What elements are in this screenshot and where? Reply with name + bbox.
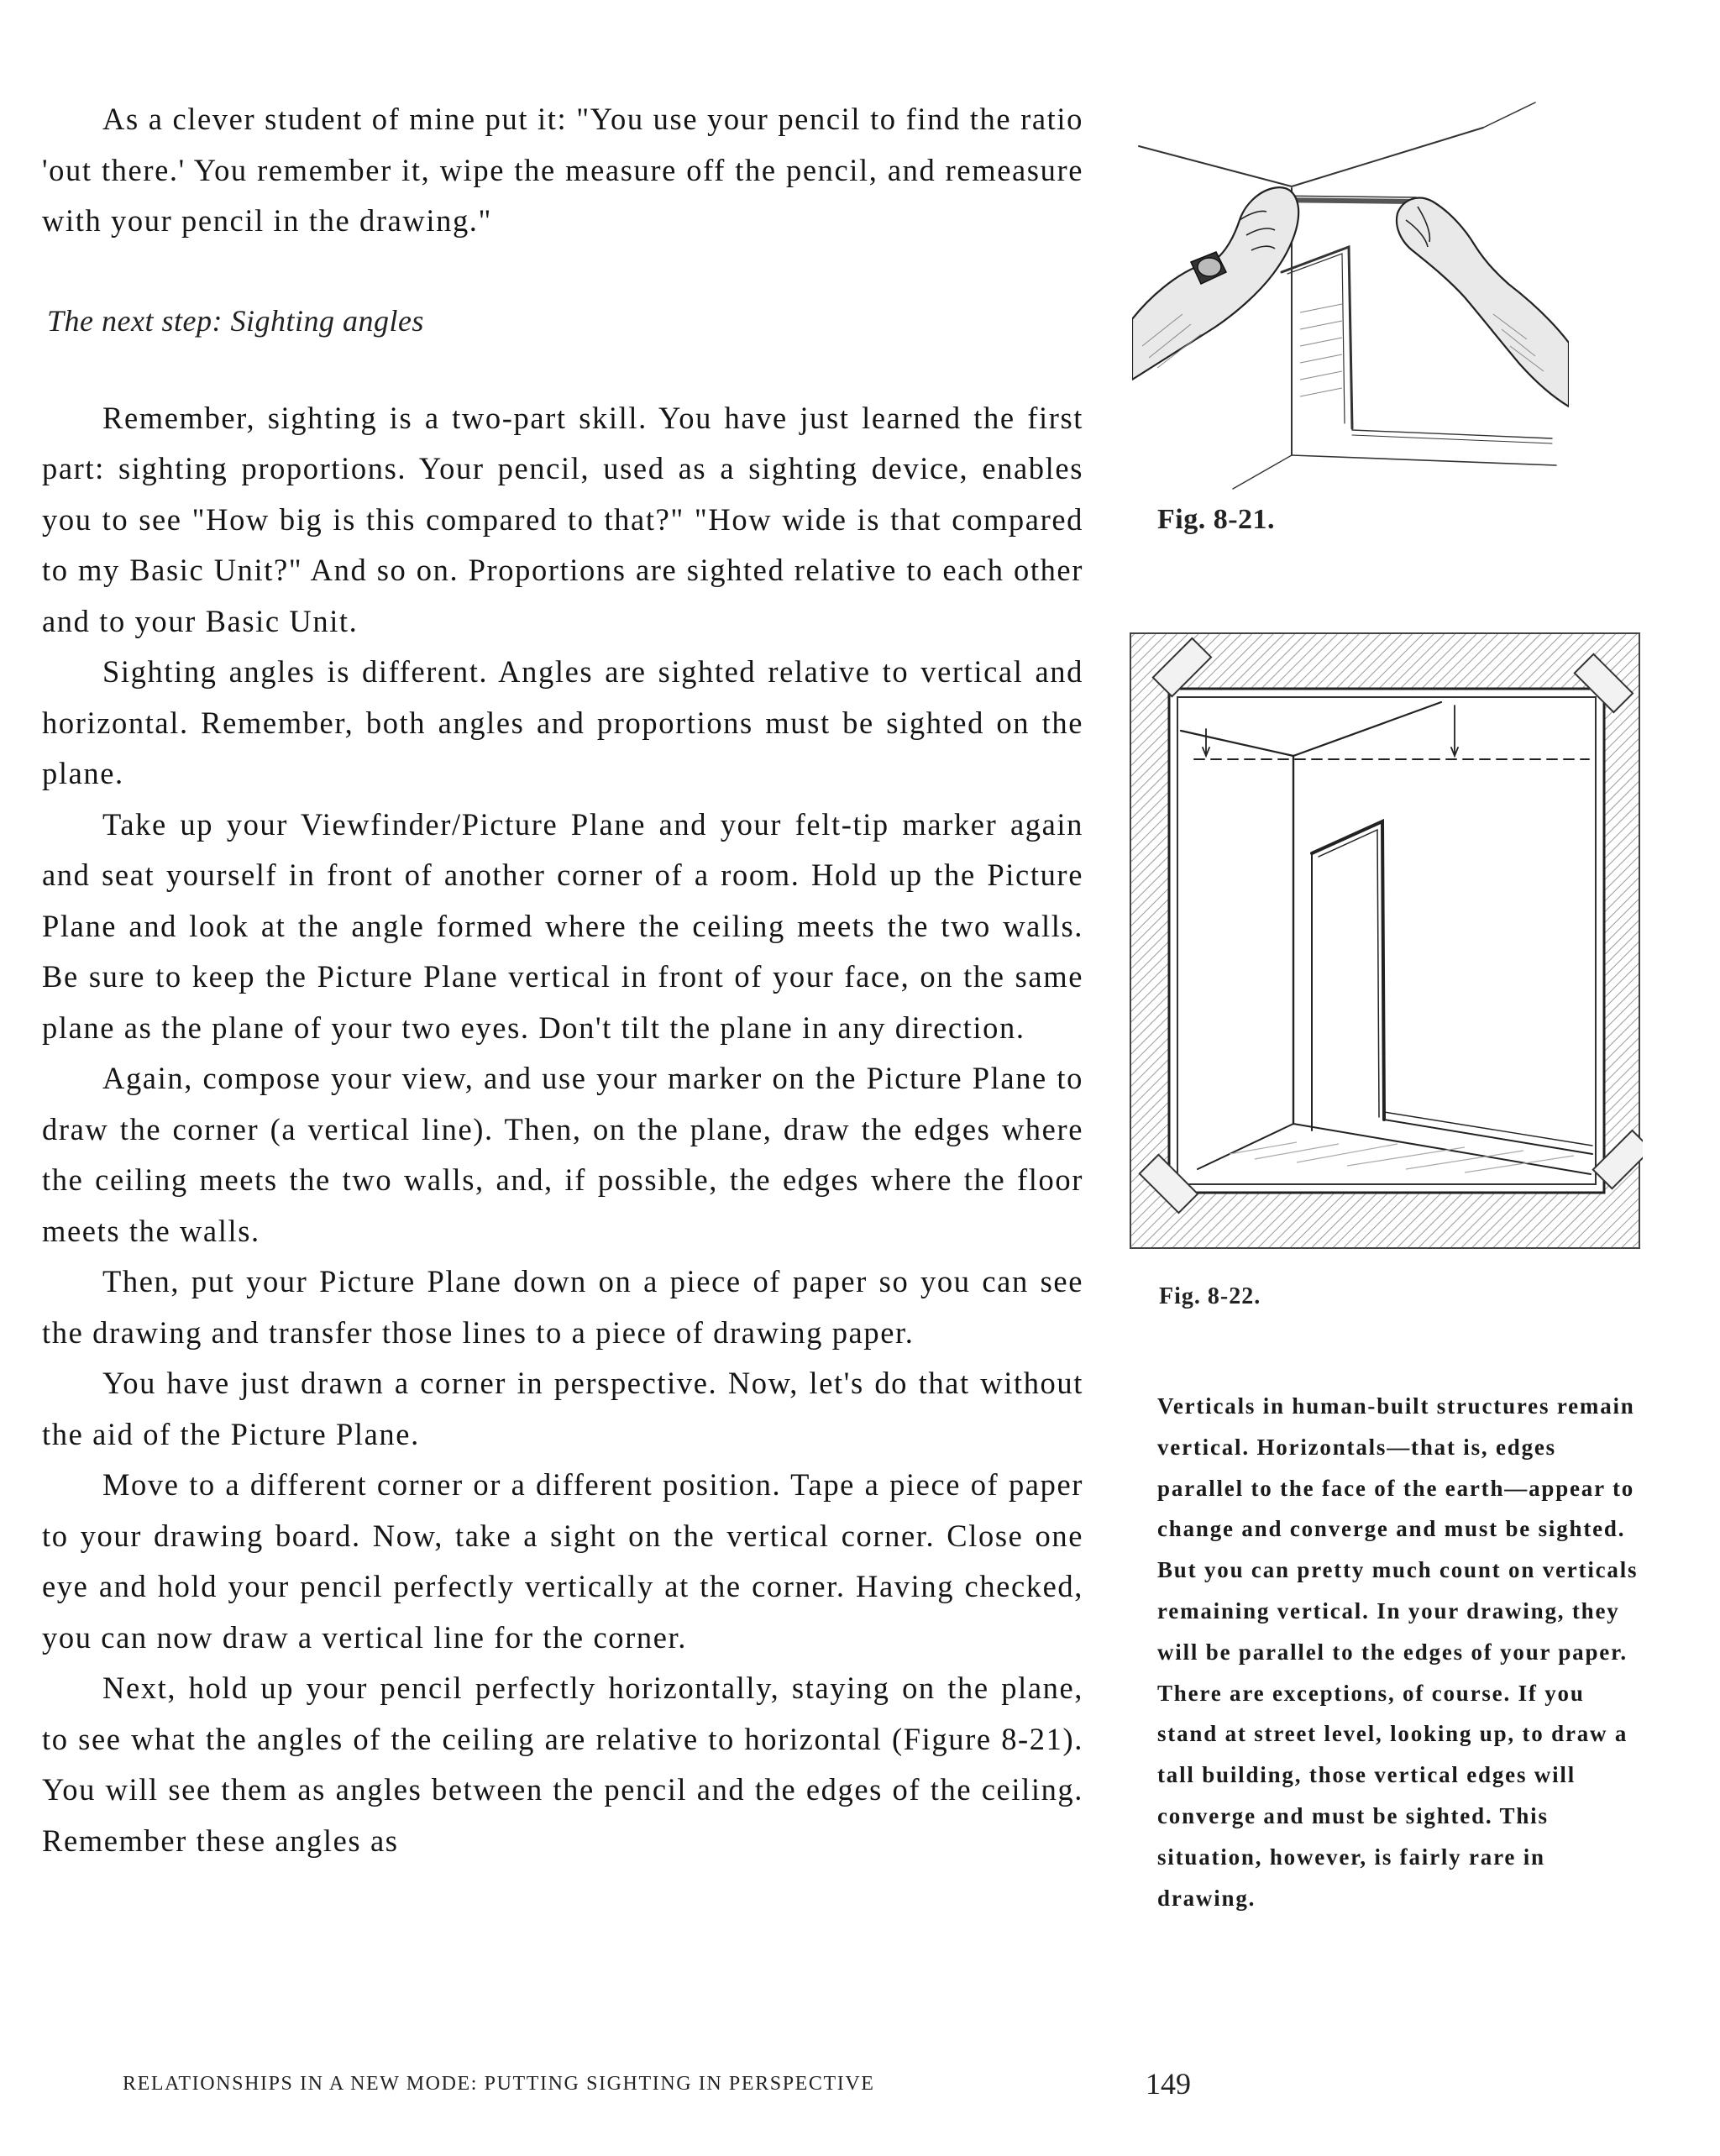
figure-8-21-caption: Fig. 8-21. [1157,504,1276,535]
figure-8-22-illustration [1129,628,1643,1251]
paragraph-transfer-lines: Then, put your Picture Plane down on a piece of paper so you can see the drawing and transfer those lines to a piece of drawing paper. [42,1264,1083,1350]
paragraph-two-part-skill: Remember, sighting is a two-part skill. You have just learned the first part: sighting proportions. Your pencil, used as a sighting device, enables you to see "How big is this compared to that?" "How wide is that compared to my Basic Unit?" And so on. Proportions are sighted relative to each other and to your Basic Unit. [42,400,1083,638]
section-heading: The next step: Sighting angles [47,303,424,338]
figure-8-22-caption: Fig. 8-22. [1159,1283,1261,1309]
page-number: 149 [1146,2067,1191,2101]
sidebar-note-text: Verticals in human-built structures remain vertical. Horizontals—that is, edges parallel to the face of the earth—appear to change and converge and must be sighted. But you can pretty much count on verticals remaining vertical. In your drawing, they will be parallel to the edges of your paper. There are exceptions, of course. If you stand at street level, looking up, to draw a tall building, those vertical edges will converge and must be sighted. This situation, however, is fairly rare in drawing. [1157,1393,1639,1911]
main-text-column [42,94,1083,1866]
figure-8-21-illustration [1132,94,1569,497]
paragraph-sighting-angles: Sighting angles is different. Angles are sighted relative to vertical and horizontal. Remember, both angles and proportions must be sighted on the plane. [42,654,1083,790]
paragraph-viewfinder: Take up your Viewfinder/Picture Plane and your felt-tip marker again and seat yourself in front of another corner of a room. Hold up the Picture Plane and look at the angle formed where the ceiling meets the two walls. Be sure to keep the Picture Plane vertical in front of your face, on the same plane as the plane of your two eyes. Don't tilt the plane in any direction. [42,806,1083,1045]
paragraph-without-plane: You have just drawn a corner in perspective. Now, let's do that without the aid of the Picture Plane. [42,1366,1083,1451]
running-footer: RELATIONSHIPS IN A NEW MODE: PUTTING SIGHTING IN PERSPECTIVE [123,2073,875,2095]
sidebar-note [1157,1386,1644,1918]
paragraph-compose-view: Again, compose your view, and use your marker on the Picture Plane to draw the corner (a vertical line). Then, on the plane, draw the edges where the ceiling meets the two walls, and, if possible, the edges where the floor meets the walls. [42,1061,1083,1248]
paragraph-intro-quote: As a clever student of mine put it: "You use your pencil to find the ratio 'out there.' You remember it, wipe the measure off the pencil, and remeasure with your pencil in the drawing." [42,102,1083,238]
paragraph-different-corner: Move to a different corner or a different position. Tape a piece of paper to your drawing board. Now, take a sight on the vertical corner. Close one eye and hold your pencil perfectly vertically at the corner. Having checked, you can now draw a vertical line for the corner. [42,1467,1083,1655]
paragraph-hold-horizontal: Next, hold up your pencil perfectly horizontally, staying on the plane, to see what the angles of the ceiling are relative to horizontal (Figure 8-21). You will see them as angles between the pencil and the edges of the ceiling. Remember these angles as [42,1671,1083,1858]
